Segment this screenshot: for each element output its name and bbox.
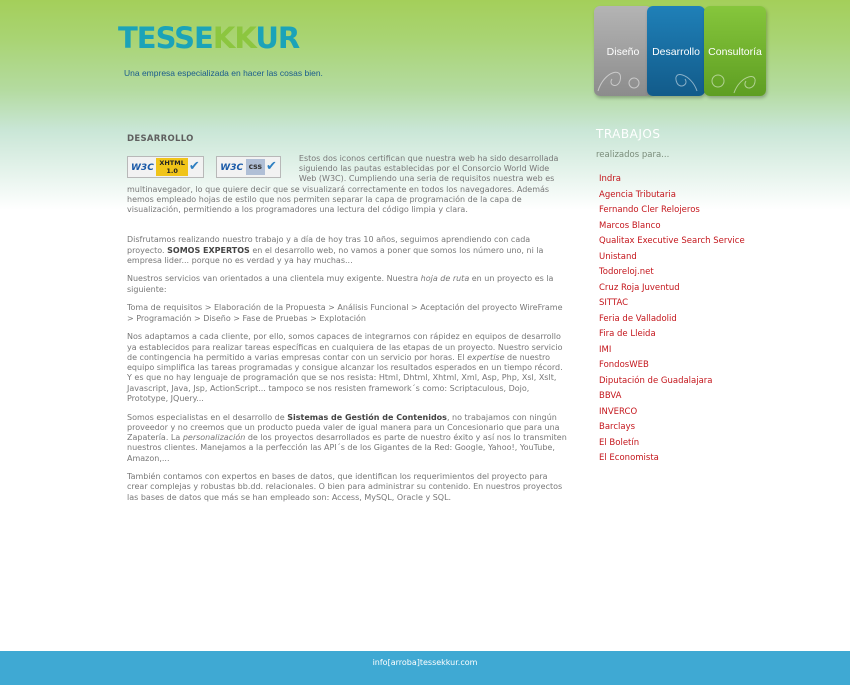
w3c-label: W3C	[220, 162, 244, 173]
xhtml-label: XHTML 1.0	[156, 158, 188, 176]
sidebar	[596, 127, 786, 467]
client-link[interactable]: FondosWEB	[599, 360, 649, 370]
client-link[interactable]: Indra	[599, 174, 621, 184]
client-link[interactable]: Diputación de Guadalajara	[599, 375, 713, 386]
paragraph-adaptamos: Nos adaptamos a cada cliente, por ello, somos capaces de integrarnos con rápidez en equipos de desarrollo ya establecidos para realizar tareas específicas en cualquiera de las etapas de un proyecto. Nuestro servicio de contingencia ha permitido a varias empresas contar con un servicio por horas. El expertise de nuestro equipo simplifica las tareas programadas y consigue alcanzar los resultados esperados en un tiempo récord. Y es que no hay lenguaje de programación que se nos resista: Html, Dhtml, Xhtml, Xml, Asp, Php, Xsl, Xslt, Javascript, Java, Jsp, ActionScript... tampoco se nos resisten framework´s como: Scriptaculous, Dojo, Prototype, JQuery...	[127, 332, 563, 403]
swirl-decoration-icon	[594, 61, 652, 96]
client-link[interactable]: Fernando Cler Relojeros	[599, 205, 700, 215]
checkmark-icon: ✔	[188, 158, 200, 174]
sidebar-title: TRABAJOS	[596, 127, 661, 141]
page-heading: DESARROLLO	[127, 134, 194, 144]
tagline: Una empresa especializada en hacer las cosas bien.	[124, 68, 323, 78]
footer	[0, 651, 850, 685]
w3c-badges	[127, 154, 291, 180]
client-link[interactable]: Qualitax Executive Search Service	[599, 236, 745, 246]
nav-card-consultoria[interactable]	[704, 6, 766, 96]
paragraph-w3c: Estos dos iconos certifican que nuestra web ha sido desarrollada siguiendo las pautas establecidas por el Consorcio World Wide Web (W3C). Cumpliendo una seria de requisitos nuestra web es multinavegador, lo que quiere decir que se visualizará correctamente en todos los navegadores. Además hemos empleado hojas de estilo que nos permiten separar la capa de programación de la capa de visualización, permitiendo a los programadores una lectura del código limpia y clara.	[127, 153, 559, 215]
client-link[interactable]: Feria de Valladolid	[599, 313, 677, 324]
client-list	[596, 172, 786, 467]
main-content	[127, 134, 567, 511]
paragraph-bases-datos: También contamos con expertos en bases de datos, que identifican los requerimientos del proyecto para crear complejas y robustas bb.dd. relacionales. O bien para administrar su contenido. En nuestros proyectos las bases de datos que más se han empleado son: Access, MySQL, Oracle y SQL.	[127, 472, 563, 502]
nav-card-label: Desarrollo	[652, 46, 700, 58]
logo[interactable]	[118, 21, 300, 55]
client-link[interactable]: Barclays	[599, 422, 636, 432]
client-link[interactable]: El Boletín	[599, 437, 640, 448]
checkmark-icon: ✔	[266, 158, 277, 174]
paragraph-servicios: Nuestros servicios van orientados a una clientela muy exigente. Nuestra hoja de ruta en un proyecto es la siguiente:	[127, 274, 554, 294]
nav-card-desarrollo[interactable]	[647, 6, 705, 96]
client-link[interactable]: IMI	[599, 344, 612, 355]
client-link[interactable]: BBVA	[599, 391, 622, 401]
css-label: css	[246, 159, 265, 175]
w3c-xhtml-badge[interactable]	[127, 156, 204, 178]
nav-card-diseno[interactable]	[594, 6, 652, 96]
client-link[interactable]: Unistand	[599, 251, 637, 262]
client-link[interactable]: Fira de Lleida	[599, 329, 656, 339]
footer-email-link[interactable]: info[arroba]tessekkur.com	[372, 658, 478, 667]
paragraph-roadmap: Toma de requisitos > Elaboración de la Propuesta > Análisis Funcional > Aceptación del proyecto WireFrame > Programación > Diseño > Fase de Pruebas > Explotación	[127, 303, 563, 323]
paragraph-expertos: Disfrutamos realizando nuestro trabajo y a día de hoy tras 10 años, seguimos aprendiendo con cada proyecto. SOMOS EXPERTOS en el desarrollo web, no vamos a poner que somos los número uno, ni la empresa lider... porque no es verdad y ya hay muchas...	[127, 235, 544, 265]
swirl-decoration-icon	[704, 61, 766, 96]
nav-card-label: Consultoría	[708, 46, 762, 58]
paragraph-cms: Somos especialistas en el desarrollo de Sistemas de Gestión de Contenidos, no trabajamos con ningún proveedor y no creemos que un producto pueda valer de igual manera para un Concesionario que para una Zapatería. La personalización de los proyectos desarrollados es parte de nuestro éxito y así nos lo transmiten nuestros clientes. Manejamos a la perfección las API´s de los Gigantes de la Red: Google, Yahoo!, YouTube, Amazon,...	[127, 412, 567, 463]
client-link[interactable]: Todoreloj.net	[599, 267, 654, 277]
logo-wordmark: TESSEKKUR	[118, 21, 300, 55]
nav-card-label: Diseño	[606, 46, 640, 58]
client-link[interactable]: Marcos Blanco	[599, 220, 661, 231]
client-link[interactable]: El Economista	[599, 453, 659, 463]
client-link[interactable]: INVERCO	[599, 406, 638, 417]
w3c-css-badge[interactable]	[216, 156, 281, 178]
client-link[interactable]: Cruz Roja Juventud	[599, 282, 680, 293]
w3c-label: W3C	[131, 162, 154, 173]
client-link[interactable]: SITTAC	[599, 298, 629, 308]
swirl-decoration-icon	[647, 61, 705, 96]
client-link[interactable]: Agencia Tributaria	[599, 189, 676, 200]
sidebar-subtitle: realizados para...	[596, 150, 670, 160]
